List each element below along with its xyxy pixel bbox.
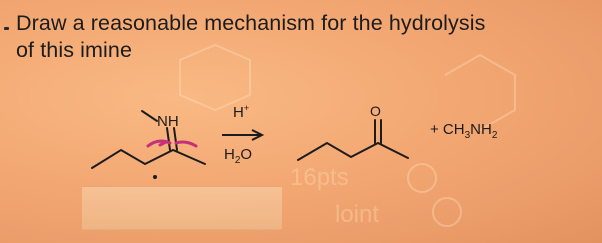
ketone-structure bbox=[298, 120, 408, 160]
ketone-chain bbox=[298, 143, 408, 160]
question-line-1: Draw a reasonable mechanism for the hydrolysis bbox=[16, 11, 486, 35]
cn-double-bond-1 bbox=[167, 128, 170, 150]
dot-mark bbox=[153, 175, 157, 179]
catalyst-label: H+ bbox=[233, 103, 250, 121]
svg-text:16pts: 16pts bbox=[290, 164, 349, 191]
n-methyl-bond bbox=[142, 111, 157, 121]
imine-structure bbox=[92, 111, 205, 168]
carbon-chain bbox=[92, 150, 205, 168]
question-line-2: of this imine bbox=[16, 38, 133, 62]
reaction-arrow bbox=[222, 130, 262, 140]
methylamine-label: + $CH_3NH_2$ bbox=[430, 121, 498, 141]
imine-nh-label: NH bbox=[157, 113, 179, 130]
reagent-label: $H_2O$ bbox=[224, 146, 253, 166]
pen-annotation bbox=[148, 141, 196, 146]
cn-double-bond-2 bbox=[174, 128, 177, 150]
svg-text:loint: loint bbox=[335, 201, 380, 228]
ketone-oxygen-label: O bbox=[370, 103, 381, 119]
